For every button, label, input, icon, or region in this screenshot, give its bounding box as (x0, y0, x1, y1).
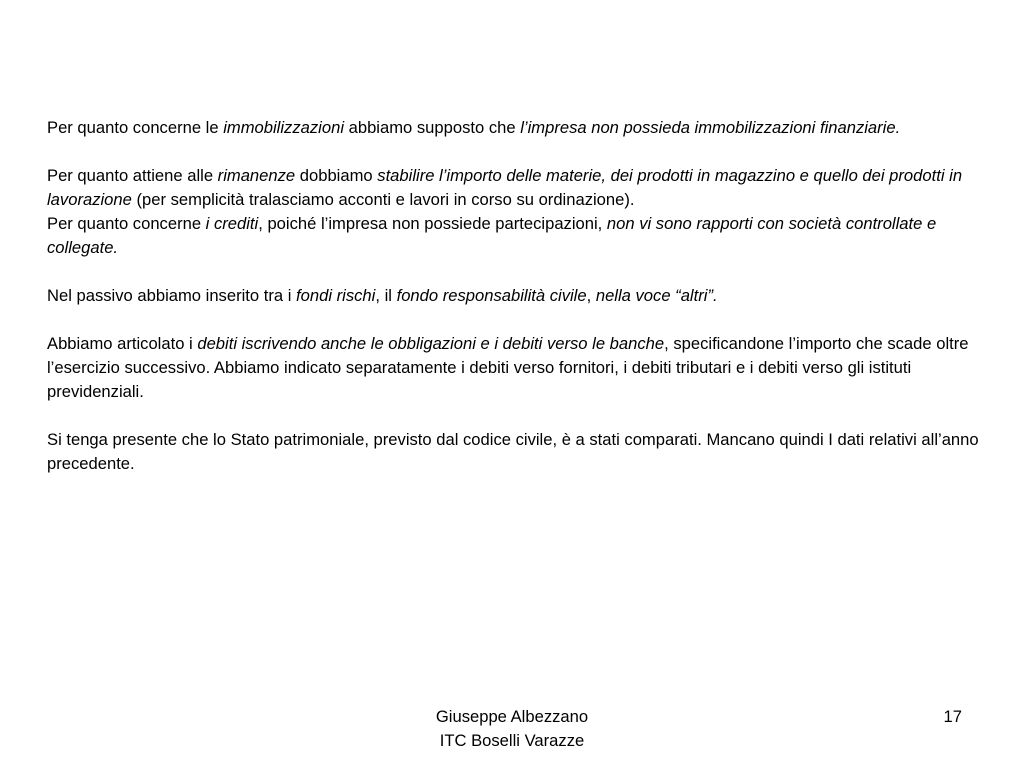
paragraph-rimanenze (47, 164, 992, 212)
text-segment: , poiché l’impresa non possiede partecipazioni, (258, 214, 607, 233)
page-number: 17 (943, 707, 962, 726)
slide-body (47, 116, 992, 476)
paragraph-gap (47, 404, 992, 428)
footer-school-name: ITC Boselli Varazze (439, 731, 585, 750)
text-segment: Per quanto attiene alle (47, 166, 218, 185)
paragraph-immobilizzazioni (47, 116, 992, 140)
text-segment: , (586, 286, 596, 305)
text-segment-italic: debiti iscrivendo anche le obbligazioni e i debiti verso le banche (197, 334, 665, 353)
paragraph-crediti (47, 212, 992, 260)
text-segment: Per quanto concerne (47, 214, 206, 233)
text-segment: Si tenga presente che lo Stato patrimoniale, previsto dal codice civile, è a stati comparati. Mancano quindi I dati relativi all’anno precedente. (47, 430, 979, 473)
paragraph-stato-patrimoniale (47, 428, 992, 476)
text-segment: , il (375, 286, 397, 305)
text-segment: (per semplicità tralasciamo acconti e lavori in corso su ordinazione). (131, 190, 635, 209)
paragraph-gap (47, 308, 992, 332)
text-segment-italic: non vi sono rapporti con società controllate e collegate. (47, 214, 937, 257)
text-segment-italic: i crediti (205, 214, 259, 233)
text-segment: abbiamo supposto che (344, 118, 521, 137)
paragraph-passivo (47, 284, 992, 308)
text-segment: Per quanto concerne le (47, 118, 224, 137)
text-segment-italic: immobilizzazioni (223, 118, 345, 137)
footer-author (362, 705, 662, 753)
text-segment: , specificandone l’importo che scade oltre l’esercizio successivo. Abbiamo indicato separatamente i debiti verso fornitori, i debiti tributari e i debiti verso gli istituti previdenziali. (47, 334, 969, 401)
text-segment-italic: nella voce “altri”. (595, 286, 718, 305)
footer-author-name: Giuseppe Albezzano (435, 707, 589, 726)
text-segment: Abbiamo articolato i (47, 334, 198, 353)
text-segment: dobbiamo (295, 166, 378, 185)
text-segment-italic: l’impresa non possieda immobilizzazioni finanziarie. (520, 118, 901, 137)
text-segment-italic: fondo responsabilità civile (396, 286, 587, 305)
text-segment-italic: rimanenze (217, 166, 296, 185)
paragraph-debiti (47, 332, 992, 404)
text-segment: Nel passivo abbiamo inserito tra i (47, 286, 297, 305)
text-segment-italic: fondi rischi (296, 286, 376, 305)
text-segment-italic: stabilire l’importo delle materie, dei prodotti in magazzino e quello dei prodotti in lavorazione (47, 166, 963, 209)
paragraph-gap (47, 140, 992, 164)
paragraph-gap (47, 260, 992, 284)
